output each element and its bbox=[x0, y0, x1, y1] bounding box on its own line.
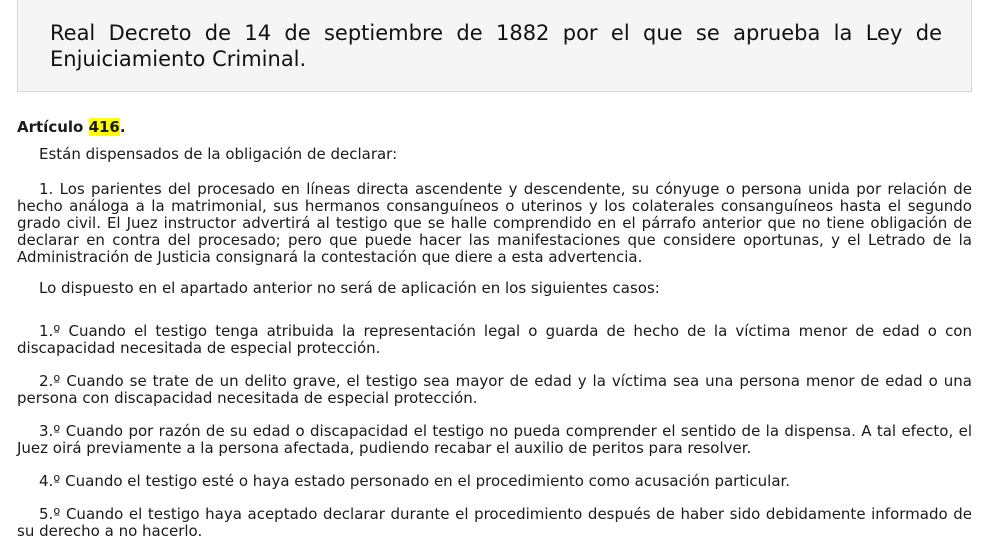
article-heading-suffix: . bbox=[119, 118, 126, 136]
article-exception-3: 3.º Cuando por razón de su edad o discapacidad el testigo no pueda comprender el sentido de la dispensa. A tal efecto, el Juez oirá previamente a la persona afectada, pudiendo recabar el auxilio de peritos para resolver. bbox=[17, 422, 972, 457]
document-title-box bbox=[17, 0, 972, 92]
article-exception-1: 1.º Cuando el testigo tenga atribuida la representación legal o guarda de hecho de la víctima menor de edad o con discapacidad necesitada de especial protección. bbox=[17, 322, 972, 357]
article-label: Artículo bbox=[17, 118, 89, 136]
article-paragraph-exceptions-intro: Lo dispuesto en el apartado anterior no será de aplicación en los siguientes casos: bbox=[39, 279, 660, 297]
article-exception-4: 4.º Cuando el testigo esté o haya estado personado en el procedimiento como acusación particular. bbox=[39, 472, 791, 490]
document-title: Real Decreto de 14 de septiembre de 1882 por el que se aprueba la Ley de Enjuiciamiento Criminal. bbox=[50, 21, 942, 71]
article-exception-2: 2.º Cuando se trate de un delito grave, el testigo sea mayor de edad y la víctima sea una persona menor de edad o una persona con discapacidad necesitada de especial protección. bbox=[17, 372, 972, 407]
article-exception-5: 5.º Cuando el testigo haya aceptado declarar durante el procedimiento después de haber sido debidamente informado de su derecho a no hacerlo. bbox=[17, 505, 972, 540]
article-paragraph-1: 1. Los parientes del procesado en líneas directa ascendente y descendente, su cónyuge o persona unida por relación de hecho análoga a la matrimonial, sus hermanos consanguíneos o uterinos y los colaterales consanguíneos hasta el segundo grado civil. El Juez instructor advertirá al testigo que se halle comprendido en el párrafo anterior que no tiene obligación de declarar en contra del procesado; pero que puede hacer las manifestaciones que considere oportunas, y el Letrado de la Administración de Justicia consignará la contestación que diere a esta advertencia. bbox=[17, 180, 972, 266]
article-heading bbox=[17, 117, 972, 137]
article-section bbox=[17, 117, 972, 540]
article-number-highlight: 416 bbox=[88, 118, 120, 136]
article-paragraph-intro: Están dispensados de la obligación de declarar: bbox=[39, 145, 398, 163]
